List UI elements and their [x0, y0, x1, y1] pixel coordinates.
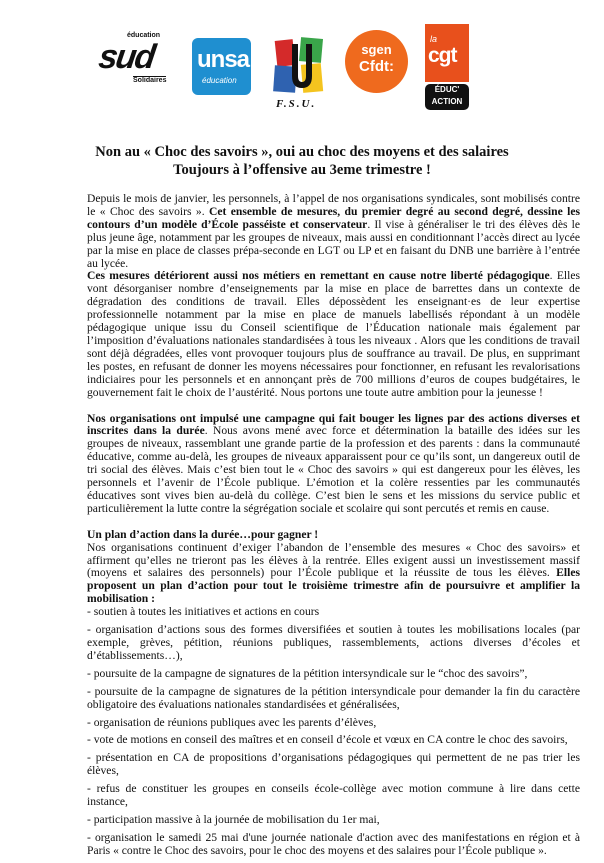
section-intro-text: Nos organisations continuent d’exiger l’abandon de l’ensemble des mesures « Choc des savoirs» et affirment qu’elles ne trieront pas les élèves à la rentrée. Elles exigent aussi un investissement massif (moyens et salaires des personnels) pour l’École publique et la réussite de tous les élèves.	[87, 540, 580, 580]
paragraph-gap	[87, 516, 580, 529]
action-item: - soutien à toutes les initiatives et actions en cours	[87, 605, 320, 619]
action-item: - organisation le samedi 25 mai d'une journée nationale d'action avec des manifestations en région et à Paris « contre le Choc des savoirs, pour le choc des moyens et des salaires pour l’École publique ».	[87, 830, 580, 857]
action-item: - poursuite de la campagne de signatures de la pétition intersyndicale sur le “choc des savoirs”,	[87, 666, 528, 680]
action-list	[87, 606, 580, 858]
sgen-logo-line2: Cfdt:	[359, 58, 394, 75]
section-intro	[87, 542, 580, 607]
paragraph-2	[87, 270, 580, 399]
document-title	[40, 143, 564, 179]
fsu-emblem-icon	[270, 34, 330, 98]
title-line-2: Toujours à l’offensive au 3eme trimestre !	[173, 162, 431, 178]
cgt-badge-line2: ACTION	[431, 97, 463, 106]
p3-text: . Nous avons mené avec force et détermination la bataille des idées sur les groupes de niveaux, rassemblant une grande partie de la profession et des parents : dans la communauté éducative, comme au-delà, les groupes de niveaux apparaissent pour ce qu’ils sont, un dangereux outil de tri social des élèves. Mais c’est bien tout le « Choc des savoirs » qui est dangereux pour les élèves, les personnels et l’avenir de l’École publique. L’émotion et la colère ressenties par les communautés éducatives sont vives bien au-delà du collège. C’est bien le sens et les missions du service public et particulièrement la lutte contre la ségrégation sociale et scolaire qui sont percutés et remis en cause.	[87, 424, 581, 515]
p2-text: . Elles vont désorganiser nombre d’enseignements par la mise en place de barrettes dans un contexte de dégradation des conditions de travail. Elles dépossèdent les enseignant·es de leur expertise professionnelle notamment par la mise en place de manuels labellisés répondant à un modèle pédagogique unique issu du Conseil scientifique de l’Éducation nationale mais également par l’imposition d’évaluations nationales standardisées à tous les niveaux . Alors que les conditions de travail sont déjà dégradées, elles vont provoquer toujours plus de souffrance au travail. De plus, en supprimant les postes, en refusant de donner les moyens nécessaires pour fonctionner, en refusant les revalorisations indiciaires pour les personnels et en annonçant près de 700 millions d’euros de coupes budgétaires, le gouvernement fait le choix de l’austérité. Nous portons une toute autre ambition pour la jeunesse !	[87, 269, 580, 399]
fsu-logo-label: F.S.U.	[276, 98, 317, 110]
p2-bold: Ces mesures détériorent aussi nos métiers en remettant en cause notre liberté pédagogique	[87, 269, 550, 283]
sgen-cfdt-logo	[345, 30, 408, 93]
sud-logo-bottom: Solidaires	[133, 77, 167, 84]
action-item: - organisation d’actions sous des formes diversifiées et soutien à toutes les mobilisations locales (par exemple, grèves, pétition, réunions publiques, rassemblements, actions diverses d’écoles et d’établissements…),	[87, 623, 580, 662]
action-item: - organisation de réunions publiques avec les parents d’élèves,	[87, 715, 377, 729]
action-item: - poursuite de la campagne de signatures de la pétition intersyndicale pour demander la fin du caractère obligatoire des évaluations nationales standardisées et généralisées,	[87, 684, 580, 711]
sgen-logo-line1: sgen	[361, 42, 392, 57]
paragraph-3	[87, 413, 580, 516]
cgt-educaction-badge	[425, 84, 469, 110]
section-intro-bold: Elles proposent un plan d’action pour tout le troisième trimestre afin de poursuivre et amplifier la mobilisation :	[87, 566, 580, 606]
document-body	[87, 193, 580, 863]
section-heading: Un plan d’action dans la durée…pour gagner !	[87, 527, 319, 541]
unsa-logo-word: unsa	[197, 46, 250, 73]
sud-education-logo	[97, 32, 169, 94]
p3-bold: Nos organisations ont impulsé une campagne qui fait bouger les lignes par des actions diverses et inscrites dans la durée	[87, 411, 580, 438]
action-item: - participation massive à la journée de mobilisation du 1er mai,	[87, 812, 380, 826]
p1-text-c: . Il vise à généraliser le tri des élèves dès le plus jeune âge, notamment par les groupes de niveaux, mais aussi en conditionnant l’accès direct au lycée par la mise en place de classes prépa-seconde en LGT ou LP et en faisant du DNB une barrière à l’entrée au lycée.	[87, 217, 580, 270]
p1-text-a: Depuis le mois de janvier, les personnels, à l’appel de nos organisations syndicales, sont mobilisés contre le « Choc des savoirs ».	[87, 192, 580, 218]
title-line-1: Non au « Choc des savoirs », oui au choc des moyens et des salaires	[95, 144, 509, 160]
unsa-logo-sub: éducation	[202, 76, 237, 85]
union-logos	[0, 22, 604, 114]
cgt-logo-la: la	[430, 34, 438, 44]
cgt-logo-word: cgt	[428, 44, 457, 67]
cgt-educaction-logo	[425, 24, 469, 112]
action-item: - vote de motions en conseil des maîtres et en conseil d’école et vœux en CA contre le choc des savoirs,	[87, 733, 568, 747]
paragraph-1	[87, 193, 580, 270]
sud-logo-word: sud	[96, 38, 157, 76]
action-item: - présentation en CA de propositions d’organisations pédagogiques qui permettent de ne pas trier les élèves,	[87, 751, 580, 778]
action-item: - refus de constituer les groupes en conseils école-collège avec motion commune à lire dans cette instance,	[87, 782, 580, 809]
cgt-logo-box	[425, 24, 469, 82]
cgt-badge-line1: ÉDUC'	[434, 85, 460, 94]
p1-bold: Cet ensemble de mesures, du premier degré au second degré, dessine les contours d’un modèle d’École passéiste et conservateur	[87, 204, 580, 231]
fsu-logo	[270, 34, 330, 114]
sud-logo-top: éducation	[127, 32, 161, 39]
unsa-education-logo	[192, 38, 251, 95]
